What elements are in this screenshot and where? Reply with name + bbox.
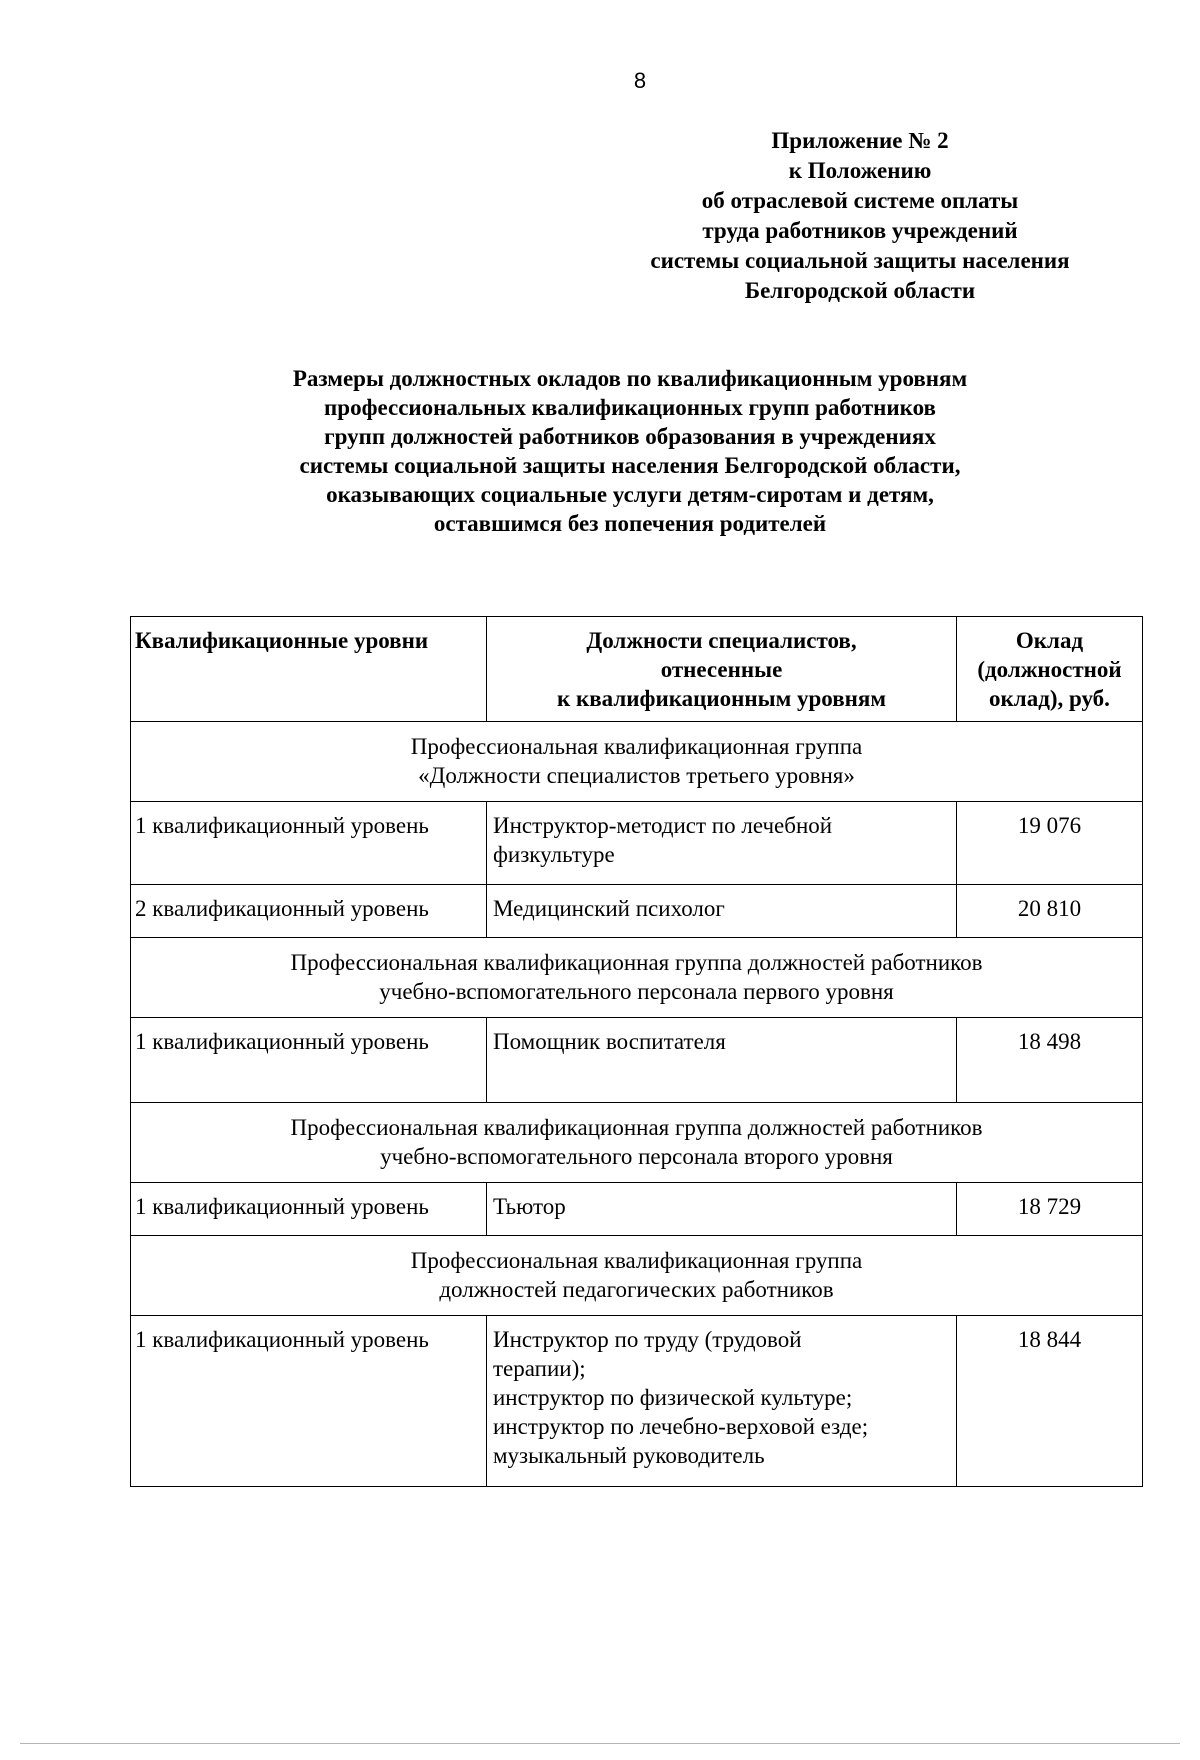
- position-line: Медицинский психолог: [493, 896, 725, 921]
- appendix-line: Белгородской области: [744, 278, 976, 303]
- group-title-line: Профессиональная квалификационная группа: [410, 1248, 863, 1273]
- page-number: 8: [633, 68, 647, 93]
- position-line: Инструктор по труду (трудовой: [493, 1327, 802, 1352]
- salary-cell: 18 498: [957, 1018, 1143, 1103]
- position-line: Инструктор-методист по лечебной: [493, 813, 833, 838]
- title-line: Размеры должностных окладов по квалификационным уровням: [292, 366, 968, 391]
- level-cell: 1 квалификационный уровень: [131, 802, 487, 885]
- positions-cell: [487, 885, 957, 938]
- group-header-row: [131, 722, 1143, 802]
- header-positions-line: отнесенные: [660, 657, 783, 682]
- position-line: инструктор по лечебно-верховой езде;: [493, 1414, 869, 1439]
- document-title: [90, 364, 1170, 538]
- position-line: инструктор по физической культуре;: [493, 1385, 853, 1410]
- position-line: музыкальный руководитель: [493, 1443, 765, 1468]
- level-cell: 2 квалификационный уровень: [131, 885, 487, 938]
- group-title-line: Профессиональная квалификационная группа: [410, 734, 863, 759]
- group-title: [131, 1103, 1143, 1183]
- appendix-line: Приложение № 2: [771, 128, 949, 153]
- group-title-line: учебно-вспомогательного персонала первого уровня: [379, 979, 894, 1004]
- group-title: [131, 722, 1143, 802]
- salary-cell: 18 844: [957, 1316, 1143, 1487]
- title-line: групп должностей работников образования в учреждениях: [324, 424, 936, 449]
- positions-cell: [487, 1316, 957, 1487]
- table-row: [131, 1316, 1143, 1487]
- positions-cell: [487, 802, 957, 885]
- group-title: [131, 1236, 1143, 1316]
- salary-cell: 20 810: [957, 885, 1143, 938]
- group-title-line: Профессиональная квалификационная группа должностей работников: [290, 1115, 983, 1140]
- group-title-line: «Должности специалистов третьего уровня»: [418, 763, 855, 788]
- table-row: [131, 802, 1143, 885]
- header-salary-line: Оклад: [1015, 628, 1084, 653]
- title-line: системы социальной защиты населения Белгородской области,: [299, 453, 961, 478]
- appendix-line: к Положению: [788, 158, 932, 183]
- header-salary-line: оклад), руб.: [989, 686, 1110, 711]
- level-cell: 1 квалификационный уровень: [131, 1018, 487, 1103]
- title-line: профессиональных квалификационных групп работников: [324, 395, 936, 420]
- appendix-header: [600, 126, 1120, 306]
- salary-cell: 18 729: [957, 1183, 1143, 1236]
- appendix-line: об отраслевой системе оплаты: [701, 188, 1019, 213]
- position-line: Тьютор: [493, 1194, 566, 1219]
- group-header-row: [131, 938, 1143, 1018]
- group-header-row: [131, 1103, 1143, 1183]
- header-positions-line: к квалификационным уровням: [557, 686, 886, 711]
- group-title: [131, 938, 1143, 1018]
- table-row: [131, 1018, 1143, 1103]
- table-header-row: [131, 617, 1143, 722]
- positions-cell: [487, 1183, 957, 1236]
- header-positions: [487, 617, 957, 722]
- table-row: [131, 1183, 1143, 1236]
- header-positions-line: Должности специалистов,: [586, 628, 857, 653]
- group-title-line: учебно-вспомогательного персонала второго уровня: [380, 1144, 893, 1169]
- position-line: физкультуре: [493, 842, 615, 867]
- header-salary-line: (должностной: [977, 657, 1122, 682]
- group-title-line: Профессиональная квалификационная группа должностей работников: [290, 950, 983, 975]
- appendix-line: труда работников учреждений: [702, 218, 1018, 243]
- page-bottom-rule: [20, 1743, 1180, 1744]
- position-line: терапии);: [493, 1356, 586, 1381]
- group-title-line: должностей педагогических работников: [439, 1277, 834, 1302]
- header-levels: Квалификационные уровни: [131, 617, 487, 722]
- level-cell: 1 квалификационный уровень: [131, 1183, 487, 1236]
- title-line: оставшимся без попечения родителей: [433, 511, 827, 536]
- title-line: оказывающих социальные услуги детям-сиротам и детям,: [326, 482, 934, 507]
- positions-cell: [487, 1018, 957, 1103]
- group-header-row: [131, 1236, 1143, 1316]
- position-line: Помощник воспитателя: [493, 1029, 726, 1054]
- salary-cell: 19 076: [957, 802, 1143, 885]
- salary-table: [130, 616, 1143, 1487]
- level-cell: 1 квалификационный уровень: [131, 1316, 487, 1487]
- table-row: [131, 885, 1143, 938]
- appendix-line: системы социальной защиты населения: [650, 248, 1070, 273]
- header-salary: [957, 617, 1143, 722]
